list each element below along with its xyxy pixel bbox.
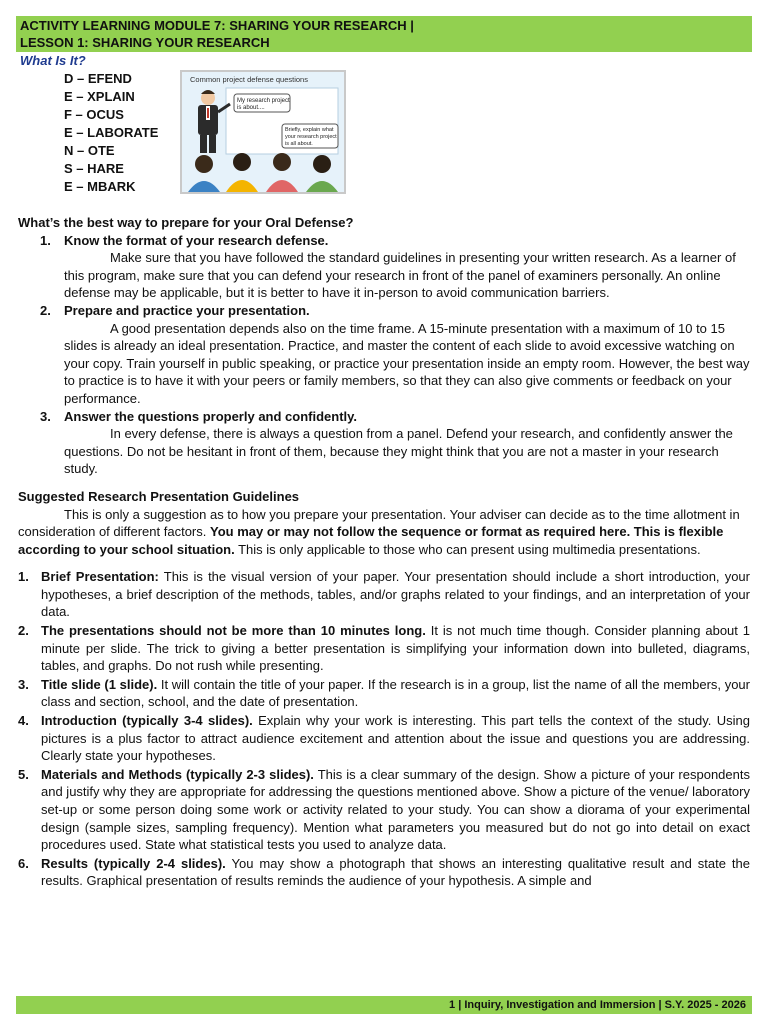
oral-defense-question: What’s the best way to prepare for your Oral Defense? [18,215,354,230]
oral-item-text: A good presentation depends also on the time frame. A 15-minute presentation with a maximum of 10 to 15 slides is already an ideal presentation. Practice, and master the content of each slide to avoid excessive watching on your copy. Train yourself in public speaking, or practice your presentation inside an empty room. However, the best way to practice is to have it with your peers or family members, so that they can also give comments or feedback on your performance. [64,320,750,406]
oral-item [18,232,750,250]
guidelines-intro-end: This is only applicable to those who can present using multimedia presentations. [238,541,701,557]
figure-caption: Common project defense questions [190,75,308,84]
speech-bubble-panel [282,124,338,148]
acronym-item: E – XPLAIN [64,89,135,104]
oral-item-number: 1. [40,232,51,248]
guidelines-intro-bold: You may or may not follow the sequence or format as required here. This is flexible according to your school situation. [18,524,724,557]
speech-bubble-presenter [234,94,290,112]
guideline-text: This is a clear summary of the design. Show a picture of your respondents and justify why they are appropriate for addressing the questions mentioned above. Show a picture of the venue/ laboratory set-up or some person doing some work or activity related to your study. You can show a diorama of your experimental design (sample sizes, sampling frequency). Mention what parameters you measured but do not go into detail on exact procedures used. State what statistical tests you used to analyze data. [41,766,750,853]
oral-item-number: 2. [40,302,51,318]
acronym-item: D – EFEND [64,71,132,86]
guideline-number: 1. [18,569,29,585]
guideline-number: 3. [18,676,29,692]
module-header [16,16,752,52]
guideline-item [18,676,750,711]
acronym-item: N – OTE [64,143,115,158]
guideline-lead: Materials and Methods (typically 2-3 slides). [41,766,314,782]
oral-item-text: In every defense, there is always a question from a panel. Defend your research, and confidently answer the questions. Do not be hesitant in front of them, because they might think that you are not a master in your research study. [64,426,733,477]
module-title: ACTIVITY LEARNING MODULE 7: SHARING YOUR RESEARCH | [20,18,414,33]
acronym-item: E – MBARK [64,179,136,194]
guideline-text: Explain why your work is interesting. This part tells the context of the study. Using pictures is a plus factor to attract audience excitement and attention about the issue and questions you are addressing. Clearly state your hypotheses. [41,713,750,764]
oral-item-text: Make sure that you have followed the standard guidelines in presenting your written research. As a learner of this program, make sure that you can defend your research in front of the panel of examiners personally. An online defense may be applicable, but it is better to have it in-person to avoid communication barriers. [64,250,736,301]
guideline-item [18,712,750,765]
module-body [18,214,750,891]
defense-illustration-svg [182,72,344,192]
guidelines-title: Suggested Research Presentation Guidelines [18,488,300,504]
acronym-item: E – LABORATE [64,125,159,140]
svg-text:Briefly, explain what: Briefly, explain what [285,127,334,133]
guideline-text: It is not much time though. Consider planning about 1 minute per slide. The trick to giving a better presentation is simplifying your information down into bulleted, diagrams, tables, and graphs. Do not rush while presenting. [41,623,750,674]
acronym-item: S – HARE [64,161,124,176]
guideline-number: 4. [18,713,29,729]
guideline-lead: Results (typically 2-4 slides). [41,855,226,871]
guideline-lead: The presentations should not be more than 10 minutes long. [41,623,426,639]
oral-item [18,302,750,320]
what-is-it-heading: What Is It? [20,53,86,68]
guidelines-list [18,568,750,890]
guideline-number: 2. [18,623,29,639]
oral-item-number: 3. [40,408,51,424]
acronym-item: F – OCUS [64,107,124,122]
svg-text:your research project: your research project [285,134,337,140]
guideline-text: It will contain the title of your paper. If the research is in a group, list the name of all the members, your class and section, school, and the date of presentation. [41,676,750,710]
guideline-item [18,622,750,675]
guideline-number: 5. [18,766,29,782]
oral-item [18,408,750,426]
svg-text:My research project: My research project [237,98,290,104]
svg-text:is about....: is about.... [237,105,265,111]
lesson-title: LESSON 1: SHARING YOUR RESEARCH [20,35,270,50]
guidelines-intro [18,506,750,559]
guideline-text: This is the visual version of your paper. Your presentation should include a short introduction, your hypotheses, a brief description of the methods, tables, and/or graphs related to your findings, and an interpretation of your data. [41,569,750,620]
guideline-number: 6. [18,855,29,871]
oral-item-title: Answer the questions properly and confidently. [64,408,358,424]
guideline-item [18,855,750,890]
acronym-list [64,70,158,196]
guideline-item [18,568,750,621]
defense-illustration [180,70,346,194]
svg-text:is all about.: is all about. [285,141,313,147]
guidelines-intro-text: This is only a suggestion as to how you prepare your presentation. Your adviser can decide as to the time allotment in consideration of different factors. [18,506,740,540]
guideline-lead: Brief Presentation: [41,569,159,585]
page-footer: 1 | Inquiry, Investigation and Immersion | S.Y. 2025 - 2026 [16,996,752,1014]
guideline-lead: Introduction (typically 3-4 slides). [41,713,253,729]
oral-item-title: Prepare and practice your presentation. [64,302,310,318]
guideline-lead: Title slide (1 slide). [41,676,158,692]
guideline-item [18,766,750,854]
oral-item-title: Know the format of your research defense. [64,232,329,248]
guideline-text: You may show a photograph that shows an interesting qualitative result and state the results. Graphical presentation of results reminds the audience of your hypothesis. A simple and [41,855,750,889]
